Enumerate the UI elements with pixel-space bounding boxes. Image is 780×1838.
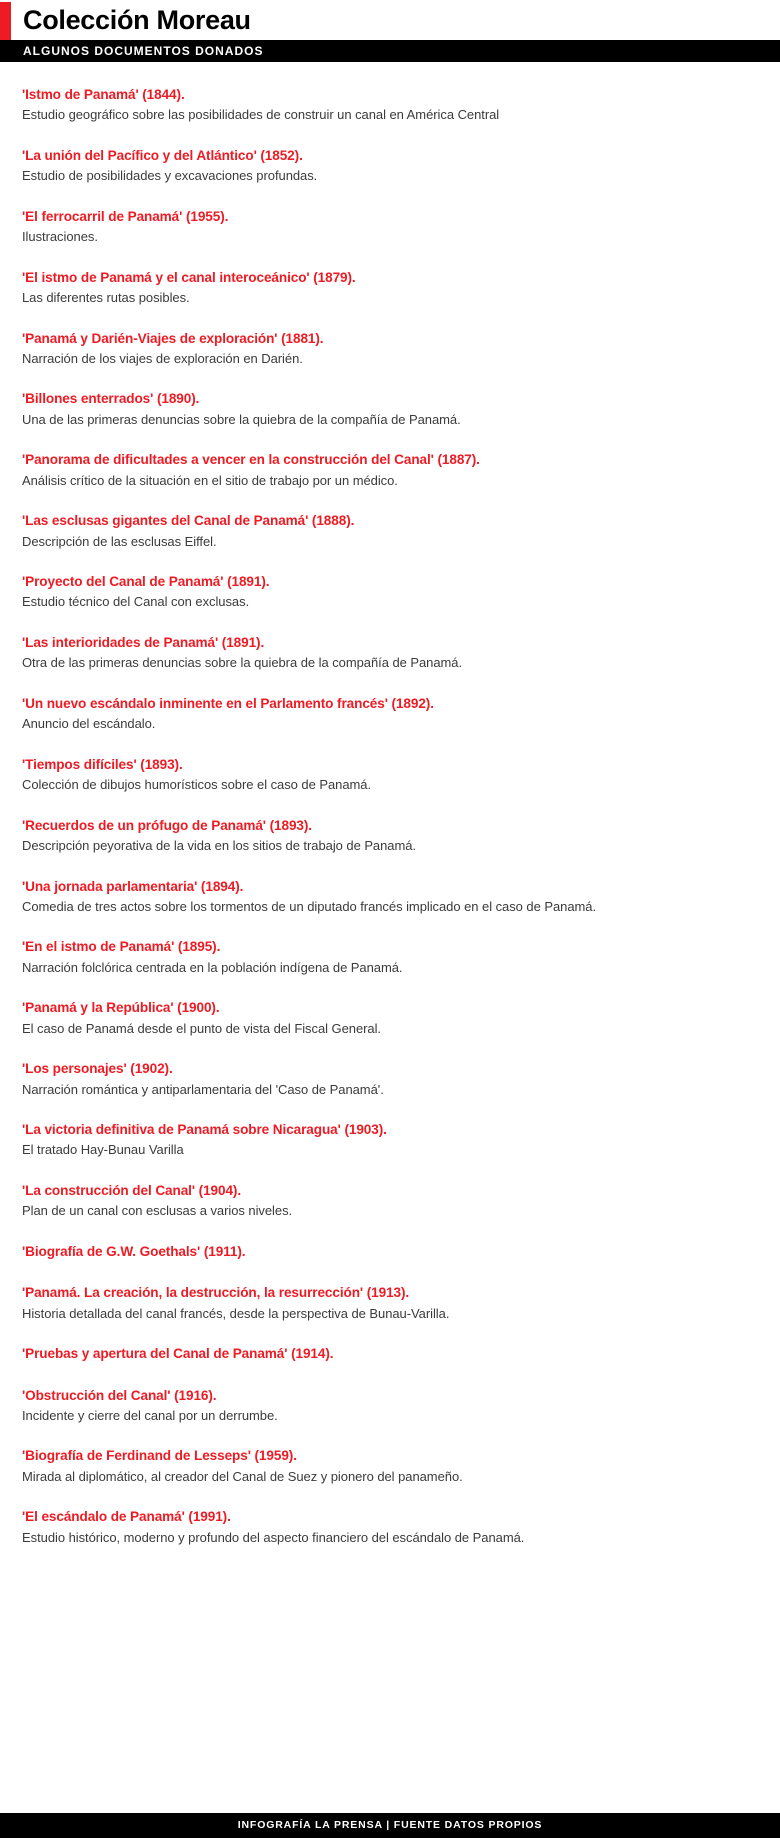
page-title: Colección Moreau	[23, 5, 251, 35]
document-description: El caso de Panamá desde el punto de vista del Fiscal General.	[22, 1020, 381, 1036]
document-title: 'Las interioridades de Panamá' (1891).	[22, 635, 265, 651]
document-entry	[22, 938, 760, 976]
document-description: Anuncio del escándalo.	[22, 716, 156, 732]
page-subtitle: ALGUNOS DOCUMENTOS DONADOS	[23, 44, 264, 58]
document-title: 'El escándalo de Panamá' (1991).	[22, 1509, 231, 1525]
document-title: 'Los personajes' (1902).	[22, 1061, 173, 1077]
document-description: Descripción peyorativa de la vida en los sitios de trabajo de Panamá.	[22, 838, 416, 854]
document-description: Plan de un canal con esclusas a varios niveles.	[22, 1203, 293, 1219]
document-title: 'Obstrucción del Canal' (1916).	[22, 1387, 217, 1403]
document-entry	[22, 1447, 760, 1485]
document-entry	[22, 999, 760, 1037]
document-entry	[22, 451, 760, 489]
document-title: 'Las esclusas gigantes del Canal de Panamá' (1888).	[22, 513, 355, 529]
document-entry	[22, 1243, 760, 1261]
subtitle-bar	[0, 40, 780, 62]
document-title: 'Recuerdos de un prófugo de Panamá' (1893).	[22, 817, 312, 833]
document-description: Comedia de tres actos sobre los tormentos de un diputado francés implicado en el caso de Panamá.	[22, 898, 597, 914]
document-description: Otra de las primeras denuncias sobre la quiebra de la compañía de Panamá.	[22, 655, 463, 671]
document-description: Análisis crítico de la situación en el sitio de trabajo por un médico.	[22, 472, 398, 488]
document-description: Ilustraciones.	[22, 229, 98, 245]
header	[0, 0, 780, 62]
document-title: 'En el istmo de Panamá' (1895).	[22, 939, 221, 955]
document-entry	[22, 695, 760, 733]
document-title: 'La victoria definitiva de Panamá sobre Nicaragua' (1903).	[22, 1122, 387, 1138]
document-entry	[22, 1121, 760, 1159]
document-title: 'Istmo de Panamá' (1844).	[22, 87, 185, 102]
document-title: 'La unión del Pacífico y del Atlántico' (1852).	[22, 147, 303, 163]
document-title: 'Panorama de dificultades a vencer en la construcción del Canal' (1887).	[22, 452, 480, 468]
document-title: 'Panamá y Darién-Viajes de exploración' (1881).	[22, 330, 324, 346]
document-description: Una de las primeras denuncias sobre la quiebra de la compañía de Panamá.	[22, 411, 461, 427]
document-title: 'Panamá. La creación, la destrucción, la resurrección' (1913).	[22, 1285, 410, 1301]
document-entry	[22, 1345, 760, 1363]
document-description: Historia detallada del canal francés, desde la perspectiva de Bunau-Varilla.	[22, 1305, 450, 1321]
document-entry	[22, 1284, 760, 1322]
document-title: 'Billones enterrados' (1890).	[22, 391, 200, 407]
entries-list	[0, 62, 780, 1813]
document-entry	[22, 1060, 760, 1098]
document-entry	[22, 1182, 760, 1220]
document-title: 'El istmo de Panamá y el canal interoceánico' (1879).	[22, 269, 356, 285]
document-title: 'El ferrocarril de Panamá' (1955).	[22, 208, 229, 224]
document-entry	[22, 878, 760, 916]
document-entry	[22, 86, 760, 124]
document-description: Estudio histórico, moderno y profundo del aspecto financiero del escándalo de Panamá.	[22, 1529, 525, 1545]
document-entry	[22, 1387, 760, 1425]
document-entry	[22, 512, 760, 550]
document-description: Narración romántica y antiparlamentaria del 'Caso de Panamá'.	[22, 1081, 384, 1097]
document-description: Narración folclórica centrada en la población indígena de Panamá.	[22, 959, 403, 975]
document-description: El tratado Hay-Bunau Varilla	[22, 1142, 184, 1158]
document-description: Estudio geográfico sobre las posibilidades de construir un canal en América Central	[22, 107, 500, 123]
document-entry	[22, 756, 760, 794]
document-title: 'Biografía de G.W. Goethals' (1911).	[22, 1243, 246, 1259]
document-title: 'La construcción del Canal' (1904).	[22, 1183, 242, 1199]
document-entry	[22, 147, 760, 185]
document-title: 'Una jornada parlamentaria' (1894).	[22, 878, 244, 894]
document-description: Descripción de las esclusas Eiffel.	[22, 533, 217, 549]
footer-credit: INFOGRAFÍA LA PRENSA | FUENTE DATOS PROPIOS	[237, 1819, 543, 1831]
document-entry	[22, 390, 760, 428]
document-description: Estudio de posibilidades y excavaciones profundas.	[22, 168, 318, 184]
document-description: Las diferentes rutas posibles.	[22, 290, 190, 306]
document-title: 'Pruebas y apertura del Canal de Panamá' (1914).	[22, 1346, 334, 1362]
document-description: Incidente y cierre del canal por un derrumbe.	[22, 1407, 278, 1423]
document-entry	[22, 1508, 760, 1546]
document-entry	[22, 269, 760, 307]
document-title: 'Biografía de Ferdinand de Lesseps' (1959).	[22, 1448, 297, 1464]
document-title: 'Un nuevo escándalo inminente en el Parlamento francés' (1892).	[22, 695, 434, 711]
document-entry	[22, 817, 760, 855]
document-entry	[22, 634, 760, 672]
document-entry	[22, 330, 760, 368]
document-description: Colección de dibujos humorísticos sobre el caso de Panamá.	[22, 777, 372, 793]
document-title: 'Proyecto del Canal de Panamá' (1891).	[22, 574, 270, 590]
document-description: Mirada al diplomático, al creador del Canal de Suez y pionero del panameño.	[22, 1468, 463, 1484]
document-description: Narración de los viajes de exploración en Darién.	[22, 350, 303, 366]
document-entry	[22, 208, 760, 246]
title-row	[0, 0, 780, 40]
red-accent-bar	[0, 2, 11, 40]
document-description: Estudio técnico del Canal con exclusas.	[22, 594, 250, 610]
document-title: 'Tiempos difíciles' (1893).	[22, 756, 183, 772]
document-title: 'Panamá y la República' (1900).	[22, 1000, 220, 1016]
document-entry	[22, 573, 760, 611]
footer	[0, 1813, 780, 1838]
